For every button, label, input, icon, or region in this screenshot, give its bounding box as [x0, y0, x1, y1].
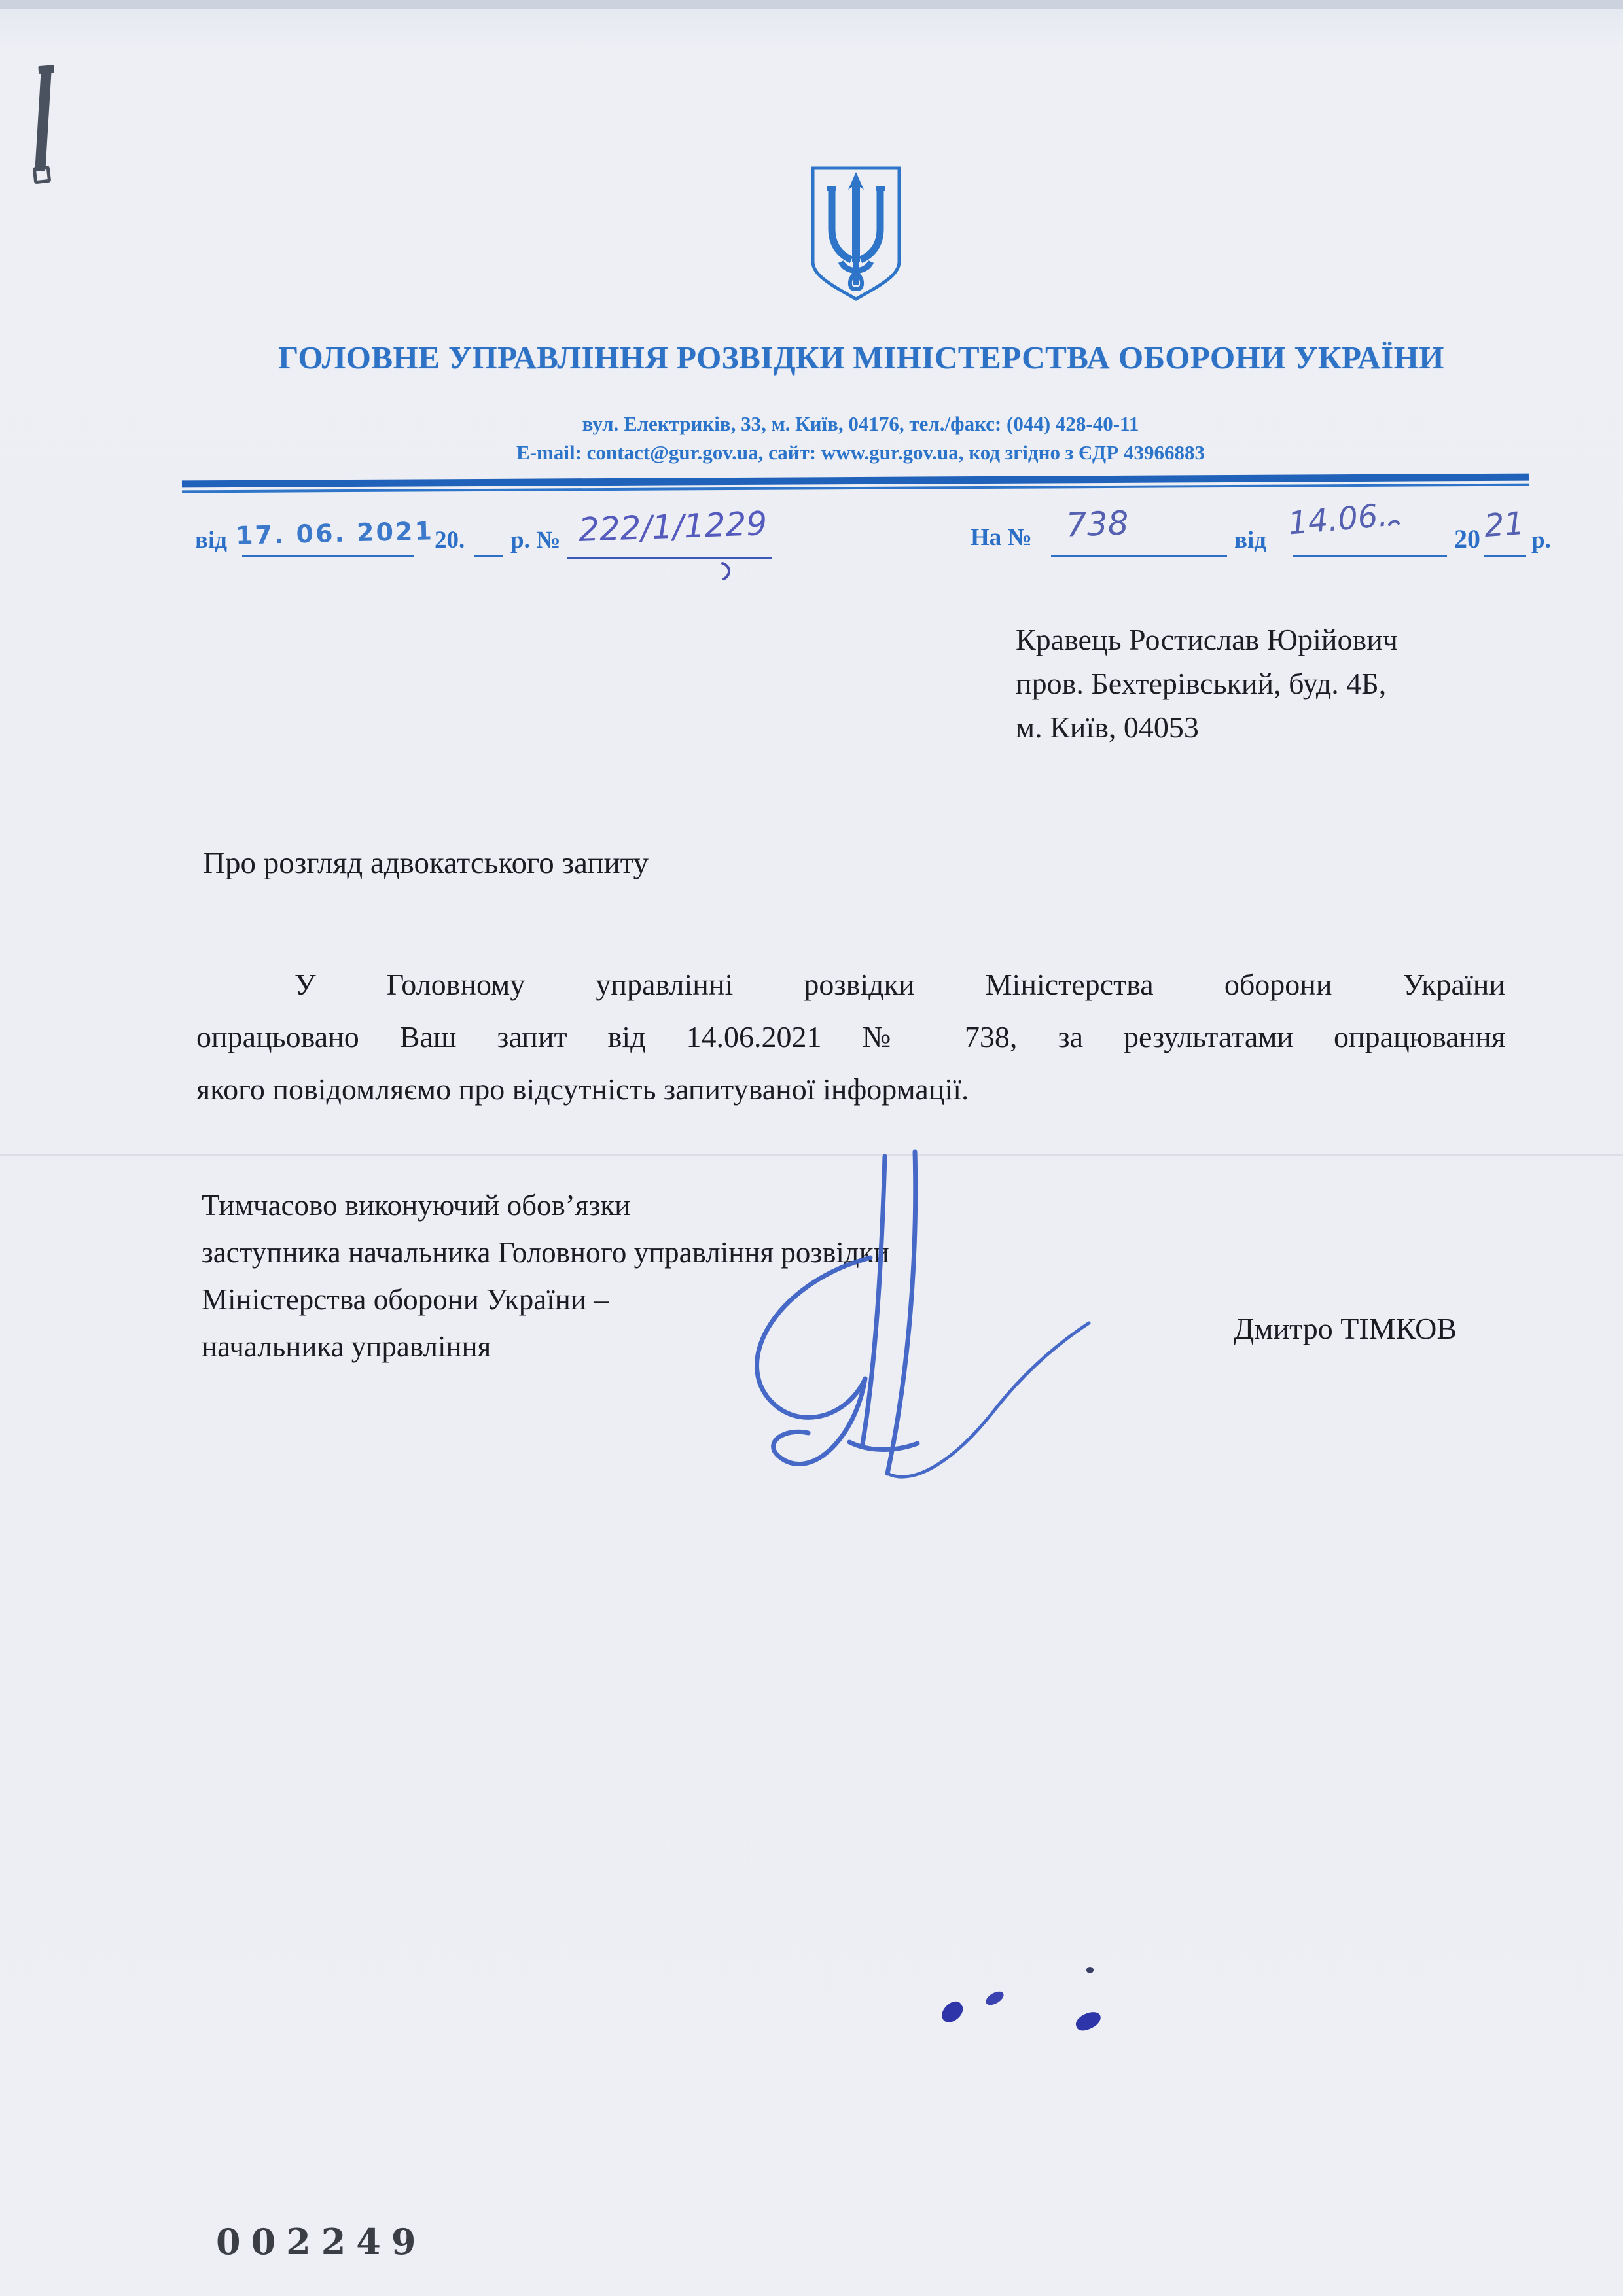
year-printed: 20: [1454, 524, 1480, 554]
incoming-date-label: від: [1234, 527, 1266, 554]
signer-title-line: начальника управління: [202, 1330, 491, 1363]
year-suffix: р.: [1531, 527, 1551, 554]
signer-title-line: заступника начальника Головного управління розвідки: [202, 1236, 889, 1269]
pen-mark: [1387, 517, 1400, 530]
body-line: опрацьовано Ваш запит від 14.06.2021 № 738, за результатами опрацювання: [196, 1020, 1505, 1053]
scan-artifact-mark: [35, 69, 51, 172]
ink-blot: [938, 1998, 967, 2026]
signer-name: Дмитро ТІМКОВ: [1234, 1312, 1457, 1345]
blank-line: [1484, 555, 1526, 557]
handwritten-signature: [674, 1146, 1093, 1500]
signer-title-line: Тимчасово виконуючий обов’язки: [202, 1189, 631, 1222]
incoming-number-handwritten: 738: [1065, 504, 1130, 544]
ink-blot: [1073, 2009, 1103, 2033]
scan-edge-shadow: [0, 0, 1623, 9]
blank-line: [1051, 555, 1227, 557]
body-line: якого повідомляємо про відсутність запитуваної інформації.: [196, 1072, 969, 1106]
outgoing-number-handwritten: 222/1/1229: [578, 504, 768, 550]
body-line: У Головному управлінні розвідки Міністерства оборони України: [294, 968, 1505, 1001]
blank-line: [474, 555, 503, 557]
recipient-city: м. Київ, 04053: [1016, 711, 1199, 744]
blank-line: [242, 555, 414, 557]
letterhead-divider: [182, 474, 1529, 494]
year-prefix: 20.: [435, 527, 465, 554]
recipient-block: [1016, 618, 1398, 749]
outgoing-date-stamp: 17. 06. 2021: [235, 516, 435, 550]
ukraine-trident-emblem: [807, 164, 905, 304]
incoming-number-label: На №: [971, 524, 1032, 551]
ink-blot: [1086, 1967, 1094, 1973]
ink-blot: [984, 1989, 1006, 2008]
blank-line: [1293, 555, 1447, 557]
year-handwritten: 21: [1483, 504, 1525, 545]
org-contacts: E-mail: contact@gur.gov.ua, сайт: www.gur.gov.ua, код згідно з ЄДР 43966883: [516, 441, 1205, 464]
recipient-street: пров. Бехтерівський, буд. 4Б,: [1016, 667, 1387, 700]
incoming-date-handwritten: 14.06.: [1286, 497, 1389, 542]
signer-title-line: Міністерства оборони України –: [202, 1283, 609, 1316]
org-name: ГОЛОВНЕ УПРАВЛІННЯ РОЗВІДКИ МІНІСТЕРСТВА ОБОРОНИ УКРАЇНИ: [278, 340, 1444, 376]
form-number-stamp: 002249: [216, 2221, 427, 2263]
outgoing-date-label: від: [195, 527, 227, 554]
pen-mark: [720, 561, 733, 581]
outgoing-number-label: р. №: [510, 527, 561, 554]
blank-line: [567, 557, 772, 559]
org-address: вул. Електриків, 33, м. Київ, 04176, тел./факс: (044) 428-40-11: [582, 412, 1139, 435]
subject-line: Про розгляд адвокатського запиту: [203, 846, 649, 880]
recipient-name: Кравець Ростислав Юрійович: [1016, 623, 1398, 656]
